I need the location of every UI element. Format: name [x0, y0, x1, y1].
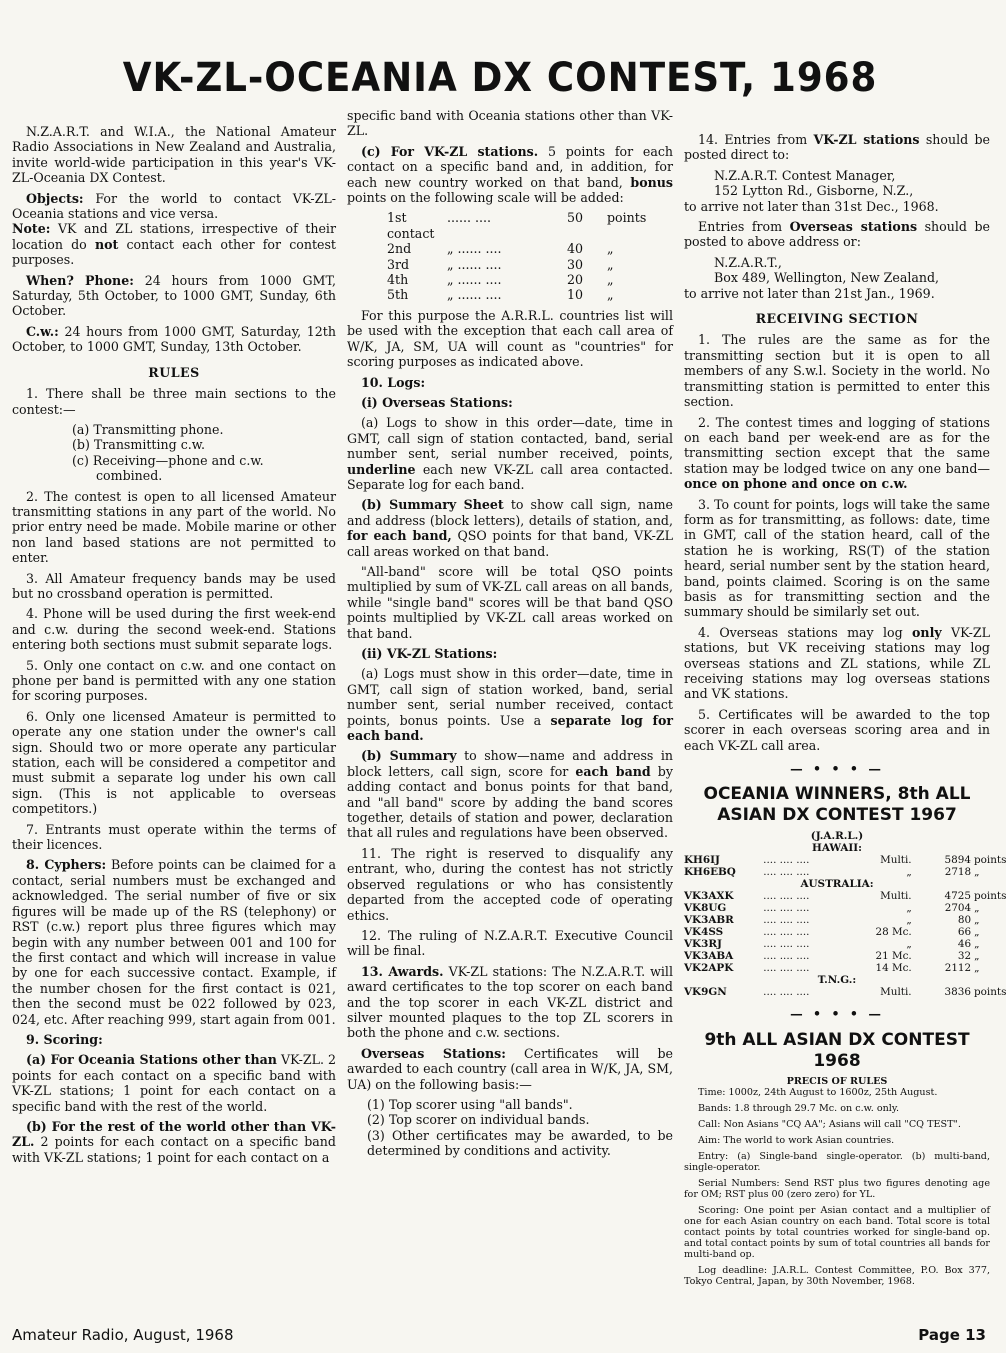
region-australia: AUSTRALIA:: [800, 878, 874, 891]
table-row: KH6IJ .... .... .... Multi. 5894 points: [684, 854, 1006, 867]
receiving-rule-2: 2. The contest times and logging of stations on each band per week-end are as for the transmitting section except that the same station may be lodged twice on any one band—once on phone and once on c.w.: [684, 414, 990, 492]
asian-rule-line: Entry: (a) Single-band single-operator. (b) multi-band, single-operator.: [684, 1150, 990, 1173]
receiving-section-heading: RECEIVING SECTION: [755, 311, 919, 327]
rule-6: 6. Only one licensed Amateur is permitted to operate any one station under the owner's call sign. Should two or more operate any particular station, each will be considered a competitor and must submit a separate log under his own call sign. (This is not applicable to overseas competitors.): [12, 708, 336, 817]
list-item: (2) Top scorer on individual bands.: [367, 1112, 590, 1128]
asian-rule-line: Time: 1000z, 24th August to 1600z, 25th August.: [698, 1086, 938, 1098]
column-2: [347, 108, 673, 1164]
address-nzart-wellington: N.Z.A.R.T., Box 489, Wellington, New Zealand,: [714, 254, 940, 286]
rule-10-ii: (ii) VK-ZL Stations:: [361, 646, 498, 661]
list-item: combined.: [96, 468, 163, 484]
rule-1: 1. There shall be three main sections to the contest:—: [12, 386, 336, 417]
rule-10-i: (i) Overseas Stations:: [361, 394, 513, 410]
rule-7: 7. Entrants must operate within the terms of their licences.: [12, 821, 336, 853]
rule-5: 5. Only one contact on c.w. and one contact on phone per band is permitted with any one station for scoring purposes.: [12, 657, 336, 704]
asian-rule-line: Serial Numbers: Send RST plus two figures denoting age for OM; RST plus 00 (zero zero) for YL.: [684, 1177, 990, 1200]
asian-rule-line: Log deadline: J.A.R.L. Contest Committee, P.O. Box 377, Tokyo Central, Japan, by 30th November, 1968.: [684, 1264, 990, 1287]
cw-paragraph: C.w.: 24 hours from 1000 GMT, Saturday, 12th October, to 1000 GMT, Sunday, 13th October.: [12, 323, 336, 355]
receiving-rule-4: 4. Overseas stations may log only VK-ZL stations, but VK receiving stations may log overseas stations and ZL stations, while ZL receiving stations may log overseas stations and VK stations.: [684, 624, 990, 702]
receiving-rule-1: 1. The rules are the same as for the transmitting section but it is open to all members of any S.w.l. Society in the world. No transmitting station is permitted to enter this section.: [684, 332, 990, 410]
awards-list: [347, 1097, 673, 1159]
winners-table: [684, 830, 1006, 999]
arrive-date-1: to arrive not later than 31st Dec., 1968.: [684, 198, 939, 214]
rule-10-ii-a: (a) Logs must show in this order—date, time in GMT, call sign of station worked, band, serial number sent, serial number received, contact points, bonus points. Use a separate log for each band.: [347, 666, 673, 744]
rule-11: 11. The right is reserved to disqualify any entrant, who, during the contest has not strictly observed regulations or who has consistently departed from the accepted code of operating ethics.: [347, 845, 673, 923]
list-item: (1) Top scorer using "all bands".: [367, 1096, 573, 1112]
separator: — • • • —: [790, 1006, 884, 1022]
table-row: VK3RJ .... .... .... „ 46 „: [684, 938, 980, 951]
asian-rule-line: Aim: The world to work Asian countries.: [698, 1134, 895, 1146]
bonus-table: [387, 210, 673, 302]
bonus-row: 2nd „ ...... .... 40 „: [387, 241, 614, 257]
footer-page-number: Page 13: [918, 1326, 986, 1344]
rule-4: 4. Phone will be used during the first week-end and c.w. during the second week-end. Stations entering both sections must submit separate logs.: [12, 606, 336, 653]
bonus-row: 4th „ ...... .... 20 „: [387, 272, 614, 288]
address-nzart-gisborne: N.Z.A.R.T. Contest Manager, 152 Lytton Rd., Gisborne, N.Z.,: [714, 167, 914, 199]
table-row: VK2APK .... .... .... 14 Mc. 2112 „: [684, 962, 980, 975]
arrive-date-2: to arrive not later than 21st Jan., 1969.: [684, 285, 935, 301]
rule-10-i-b: (b) Summary Sheet to show call sign, name and address (block letters), details of station, and, for each band, QSO points for that band, VK-ZL call areas worked on that band.: [347, 497, 674, 559]
separator: — • • • —: [790, 761, 884, 777]
asian-rules: [684, 1076, 990, 1287]
rule-12: 12. The ruling of N.Z.A.R.T. Executive Council will be final.: [347, 927, 673, 959]
allband-paragraph: "All-band" score will be total QSO points multiplied by sum of VK-ZL call areas on all bands, while "single band" scores will be that band QSO points multiplied by VK-ZL call areas worked on that band.: [347, 563, 673, 641]
objects-paragraph: Objects: For the world to contact VK-ZL-Oceania stations and vice versa. Note: VK and ZL stations, irrespective of their location do not contact each other for contest purposes.: [12, 190, 336, 268]
page-title: VK-ZL-OCEANIA DX CONTEST, 1968: [122, 55, 878, 101]
table-row: VK3AXK .... .... .... Multi. 4725 points: [684, 890, 1006, 903]
bonus-row: 5th „ ...... .... 10 „: [387, 287, 614, 303]
rule-9b-continued: specific band with Oceania stations other than VK-ZL.: [347, 108, 673, 139]
intro-paragraph: N.Z.A.R.T. and W.I.A., the National Amateur Radio Associations in New Zealand and Australia, invite world-wide participation in this year's VK-ZL-Oceania DX Contest.: [12, 124, 336, 186]
list-item: (3) Other certificates may be awarded, to be determined by conditions and activity.: [367, 1127, 673, 1159]
overseas-awards: Overseas Stations: Certificates will be awarded to each country (call area in W/K, JA, SM, UA) on the following basis:—: [347, 1045, 673, 1092]
rule-9a: (a) For Oceania Stations other than VK-ZL. 2 points for each contact on a specific band with VK-ZL stations; 1 point for each contact on a specific band with the rest of the world.: [12, 1052, 336, 1114]
column-3: [684, 132, 1006, 1292]
table-row: VK4SS .... .... .... 28 Mc. 66 „: [684, 926, 980, 939]
list-item: (a) Transmitting phone.: [72, 421, 224, 437]
receiving-rule-5: 5. Certificates will be awarded to the top scorer in each overseas scoring area and in each VK-ZL call area.: [684, 706, 990, 753]
column-1: [12, 124, 336, 1170]
rule-14: 14. Entries from VK-ZL stations should be posted direct to:: [684, 132, 990, 163]
rule-9: 9. Scoring:: [26, 1031, 103, 1047]
table-row: KH6EBQ .... .... .... „ 2718 „: [684, 866, 980, 879]
overseas-entries: Entries from Overseas stations should be posted to above address or:: [684, 219, 990, 250]
bonus-row: 1st contact ...... .... 50 points: [387, 210, 647, 241]
region-hawaii: HAWAII:: [812, 842, 862, 855]
when-paragraph: When? Phone: 24 hours from 1000 GMT, Saturday, 5th October, to 1000 GMT, Sunday, 6th October.: [12, 272, 336, 319]
rule-10: 10. Logs:: [361, 374, 426, 390]
rule-1-list: [12, 422, 336, 484]
rule-9c: (c) For VK-ZL stations. 5 points for each contact on a specific band and, in addition, for each new country worked on that band, bonus points on the following scale will be added:: [347, 143, 673, 206]
table-row: VK3ABA .... .... .... 21 Mc. 32 „: [684, 950, 980, 963]
arrl-paragraph: For this purpose the A.R.R.L. countries list will be used with the exception that each call area of W/K, JA, SM, UA will count as "countries" for scoring purposes as indicated above.: [347, 307, 673, 370]
asian-contest-heading: 9th ALL ASIAN DX CONTEST 1968: [704, 1029, 970, 1071]
region-tng: T.N.G.:: [817, 974, 857, 987]
list-item: (c) Receiving—phone and c.w.: [72, 452, 264, 468]
bonus-row: 3rd „ ...... .... 30 „: [387, 256, 614, 272]
footer-publication: Amateur Radio, August, 1968: [12, 1326, 234, 1344]
asian-rule-line: Call: Non Asians "CQ AA"; Asians will call "CQ TEST".: [698, 1118, 961, 1130]
precis-heading: PRECIS OF RULES: [786, 1075, 888, 1087]
rule-9b: (b) For the rest of the world other than VK-ZL. 2 points for each contact on a specific band with VK-ZL stations; 1 point for each contact on a: [12, 1118, 336, 1165]
rule-10-i-a: (a) Logs to show in this order—date, time in GMT, call sign of station contacted, band, serial number sent, serial number received, points, underline each new VK-ZL call area contacted. Separate log for each band.: [347, 415, 673, 492]
rule-10-ii-b: (b) Summary to show—name and address in block letters, call sign, score for each band by adding contact and bonus points for that band, and "all band" score by adding the band scores together, details of station and power, declaration that all rules and regulations have been observed.: [347, 748, 673, 841]
table-row: VK3ABR .... .... .... „ 80 „: [684, 914, 980, 927]
list-item: (b) Transmitting c.w.: [72, 437, 206, 453]
table-row: VK8UG .... .... .... „ 2704 „: [684, 902, 980, 915]
rule-8: 8. Cyphers: Before points can be claimed for a contact, serial numbers must be exchanged and acknowledged. The serial number of five or six figures will be made up of the RS (telephony) or RST (c.w.) report plus three figures which may begin with any number between 001 and 100 for the first contact and which will increase in value by one for each successive contact. Example, if the number chosen for the first contact is 021, then the second must be 022 followed by 023, 024, etc. After reaching 999, start again from 001.: [12, 857, 336, 1027]
winners-subheading: (J.A.R.L.): [810, 830, 864, 843]
asian-rule-line: Bands: 1.8 through 29.7 Mc. on c.w. only.: [698, 1102, 900, 1114]
table-row: VK9GN .... .... .... Multi. 3836 points: [684, 986, 1006, 999]
rule-2: 2. The contest is open to all licensed Amateur transmitting stations in any part of the world. No prior entry need be made. Mobile marine or other non land based stations are not permitted to enter.: [12, 488, 336, 566]
oceania-winners-heading: OCEANIA WINNERS, 8th ALL ASIAN DX CONTEST 1967: [703, 784, 971, 826]
asian-rule-line: Scoring: One point per Asian contact and a multiplier of one for each Asian country on each band. Total score is total contact points by total countries worked for single-band op. and total contact points by sum of total countries all bands for multi-band op.: [684, 1204, 990, 1260]
rule-13: 13. Awards. VK-ZL stations: The N.Z.A.R.T. will award certificates to the top scorer on each band and the top scorer in each VK-ZL district and silver mounted plaques to the top ZL scorers in both the phone and c.w. sections.: [347, 963, 673, 1041]
rule-3: 3. All Amateur frequency bands may be used but no crossband operation is permitted.: [12, 570, 336, 601]
rules-heading: RULES: [148, 364, 200, 380]
receiving-rule-3: 3. To count for points, logs will take the same form as for transmitting, as follows: date, time in GMT, call of the station heard, call of the station he is working, RS(T) of the station heard, serial number sent by the station heard, band, points claimed. Scoring is on the same basis as for transmitting section and the summary should be similarly set out.: [684, 496, 990, 620]
